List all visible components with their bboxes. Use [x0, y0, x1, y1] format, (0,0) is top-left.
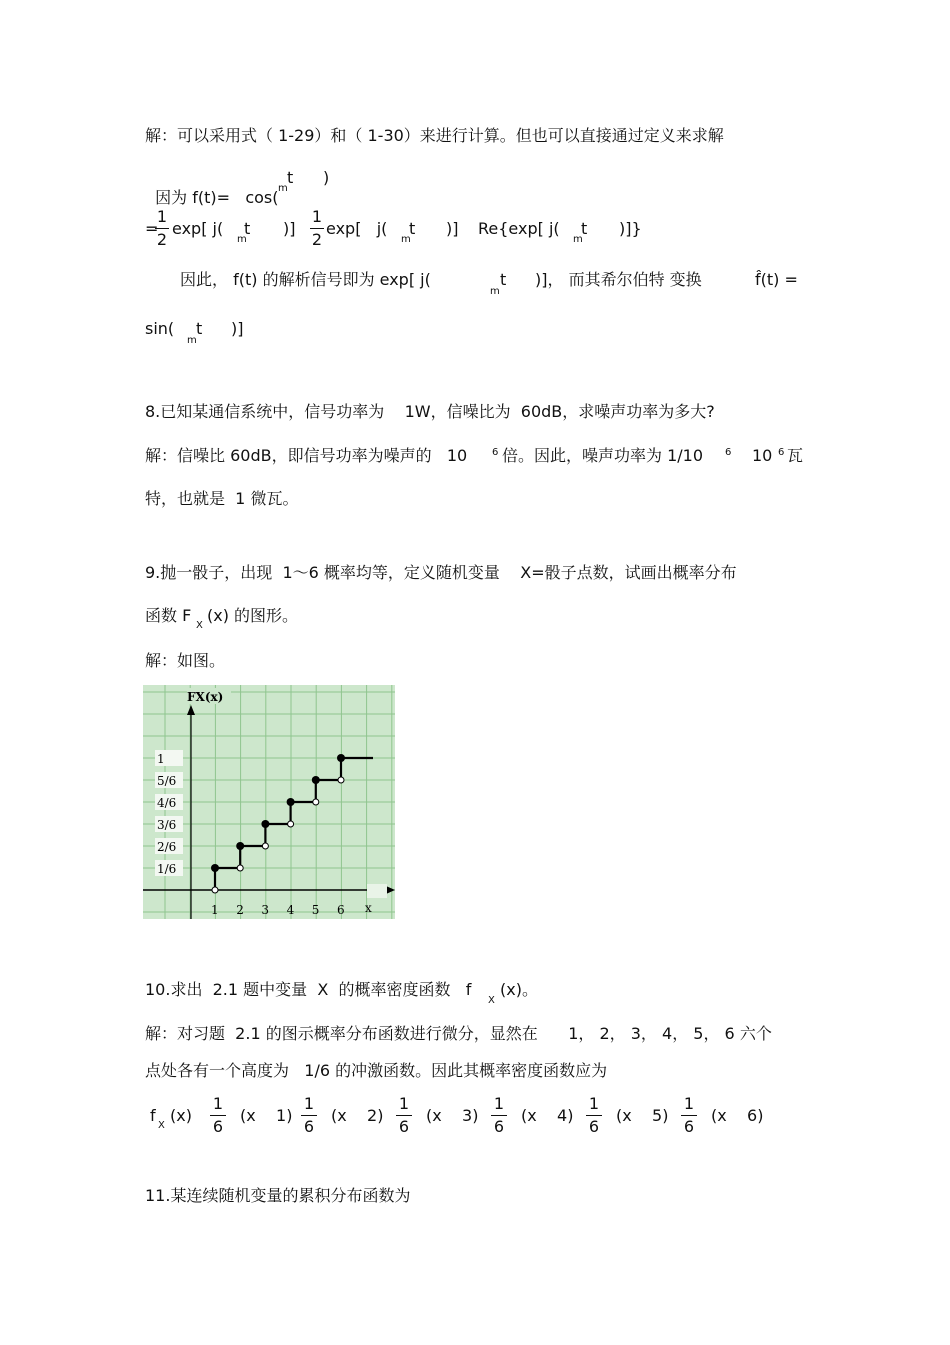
x-tick-label: 4	[286, 903, 295, 917]
pdf-coefficient	[210, 1094, 226, 1137]
cdf-figure	[143, 685, 395, 919]
q9-sub-x: X	[196, 620, 203, 631]
pdf-impulse-term: (x 5)	[616, 1106, 669, 1125]
frac-numerator: 1	[156, 207, 168, 226]
frac-denominator: 6	[303, 1117, 315, 1136]
q11-question: 11.某连续随机变量的累积分布函数为	[145, 1186, 411, 1205]
y-axis-label: FX(x)	[187, 690, 224, 704]
frac-numerator: 1	[212, 1094, 224, 1113]
q7-because-text: 因为 f(t)= cos(	[155, 188, 279, 207]
xlabel-box	[367, 884, 387, 898]
q7-t-2: t	[244, 219, 251, 238]
q7-sub-m-5: m	[490, 286, 500, 297]
q7-t-5: t	[500, 270, 507, 289]
q8-sol-line2: 特，也就是 1 微瓦。	[145, 489, 299, 508]
frac-denominator: 2	[156, 230, 168, 249]
q7-exp-1: exp[ j(	[172, 219, 224, 238]
y-tick-label: 4/6	[157, 796, 177, 810]
q7-rparen-1: )	[323, 168, 330, 187]
y-tick-label: 5/6	[157, 774, 177, 788]
open-point	[212, 887, 218, 893]
open-point	[237, 865, 243, 871]
frac-numerator: 1	[588, 1094, 600, 1113]
x-tick-label: 3	[261, 903, 270, 917]
open-point	[288, 821, 294, 827]
q8-sol-a: 解：信噪比 60dB，即信号功率为噪声的 10	[145, 446, 468, 465]
y-tick-label: 1	[157, 752, 165, 766]
pdf-coefficient	[681, 1094, 697, 1137]
frac-denominator: 6	[398, 1117, 410, 1136]
open-point	[262, 843, 268, 849]
frac-numerator: 1	[683, 1094, 695, 1113]
q7-re: Re{exp[ j(	[478, 219, 560, 238]
q8-sup-3: 6	[778, 447, 785, 458]
q9-line2-b: (x) 的图形。	[207, 606, 299, 625]
pdf-impulse-term: (x 3)	[426, 1106, 479, 1125]
q10-question-a: 10.求出 2.1 题中变量 X 的概率密度函数 f	[145, 980, 472, 999]
pdf-impulse-term: (x 4)	[521, 1106, 574, 1125]
pdf-coefficient	[301, 1094, 317, 1137]
frac-numerator: 1	[493, 1094, 505, 1113]
filled-point	[211, 864, 219, 872]
q8-sup-1: 6	[492, 447, 499, 458]
q8-sol-d: 瓦	[787, 446, 804, 465]
q7-sub-m-4: m	[573, 234, 583, 245]
pdf-impulse-term: (x 6)	[711, 1106, 764, 1125]
filled-point	[337, 754, 345, 762]
q10-formula-fx: (x)	[170, 1106, 192, 1125]
q8-question: 8.已知某通信系统中，信号功率为 1W，信噪比为 60dB，求噪声功率为多大?	[145, 402, 715, 421]
q7-close-1: )]	[283, 219, 296, 238]
x-tick-label: 5	[311, 903, 320, 917]
q7-exp-2: exp[ j(	[326, 219, 388, 238]
pdf-coefficient	[491, 1094, 507, 1137]
q8-sol-c: 10	[752, 446, 773, 465]
x-tick-label: 2	[236, 903, 244, 917]
q7-eq-prefix: =	[145, 219, 159, 238]
q9-line2-a: 函数 F	[145, 606, 192, 625]
q7-t-3: t	[409, 219, 416, 238]
y-tick-label: 3/6	[157, 818, 177, 832]
frac-numerator: 1	[398, 1094, 410, 1113]
pdf-coefficient	[586, 1094, 602, 1137]
frac-numerator: 1	[303, 1094, 315, 1113]
q8-sol-b: 倍。因此，噪声功率为 1/10	[502, 446, 704, 465]
q10-sub-x: X	[488, 995, 495, 1006]
q10-question-b: (x)。	[500, 980, 538, 999]
frac-denominator: 6	[588, 1117, 600, 1136]
q8-sup-2: 6	[725, 447, 732, 458]
q7-sub-m-1: m	[278, 183, 288, 194]
pdf-coefficient	[396, 1094, 412, 1137]
filled-point	[312, 776, 320, 784]
pdf-impulse-term: (x 1)	[240, 1106, 293, 1125]
x-tick-label: 6	[337, 903, 345, 917]
q7-therefore: 因此， f(t) 的解析信号即为 exp[ j(	[180, 270, 431, 289]
q7-sub-m-2: m	[237, 234, 247, 245]
cdf-chart	[143, 685, 395, 919]
q7-then: )]， 而其希尔伯特 变换	[535, 270, 702, 289]
frac-numerator: 1	[311, 207, 323, 226]
filled-point	[236, 842, 244, 850]
q7-frac-half-2	[310, 207, 324, 250]
open-point	[338, 777, 344, 783]
q10-formula-f: f	[150, 1106, 156, 1125]
q7-t-1: t	[287, 168, 294, 187]
q10-sol-line1: 解：对习题 2.1 的图示概率分布函数进行微分，显然在 1， 2， 3， 4， 5， 6 六个	[145, 1024, 772, 1043]
q7-sin: sin(	[145, 319, 175, 338]
q7-t-6: t	[196, 319, 203, 338]
q7-close-2: )]	[446, 219, 459, 238]
frac-denominator: 6	[493, 1117, 505, 1136]
frac-denominator: 6	[212, 1117, 224, 1136]
q7-because-line	[145, 168, 278, 208]
filled-point	[261, 820, 269, 828]
frac-denominator: 6	[683, 1117, 695, 1136]
frac-denominator: 2	[311, 230, 323, 249]
q7-fhat: f̂(t) =	[755, 270, 798, 289]
pdf-impulse-term: (x 2)	[331, 1106, 384, 1125]
q7-solution-intro: 解：可以采用式（ 1-29）和（ 1-30）来进行计算。但也可以直接通过定义来求解	[145, 126, 724, 145]
y-tick-label: 2/6	[157, 840, 177, 854]
q7-close-4: )]	[231, 319, 244, 338]
q7-t-4: t	[581, 219, 588, 238]
q7-close-3: )]}	[619, 219, 642, 238]
q7-sub-m-6: m	[187, 335, 197, 346]
x-axis-label: x	[365, 901, 372, 915]
y-tick-label: 1/6	[157, 862, 177, 876]
filled-point	[287, 798, 295, 806]
x-tick-label: 1	[211, 903, 219, 917]
q7-frac-half-1	[155, 207, 169, 250]
open-point	[313, 799, 319, 805]
q7-sub-m-3: m	[401, 234, 411, 245]
q9-solution: 解：如图。	[145, 651, 226, 670]
q9-question: 9.抛一骰子，出现 1～6 概率均等，定义随机变量 X=骰子点数，试画出概率分布	[145, 563, 737, 582]
q10-sol-line2: 点处各有一个高度为 1/6 的冲激函数。因此其概率密度函数应为	[145, 1061, 608, 1080]
q10-formula-sub-x: X	[158, 1120, 165, 1131]
